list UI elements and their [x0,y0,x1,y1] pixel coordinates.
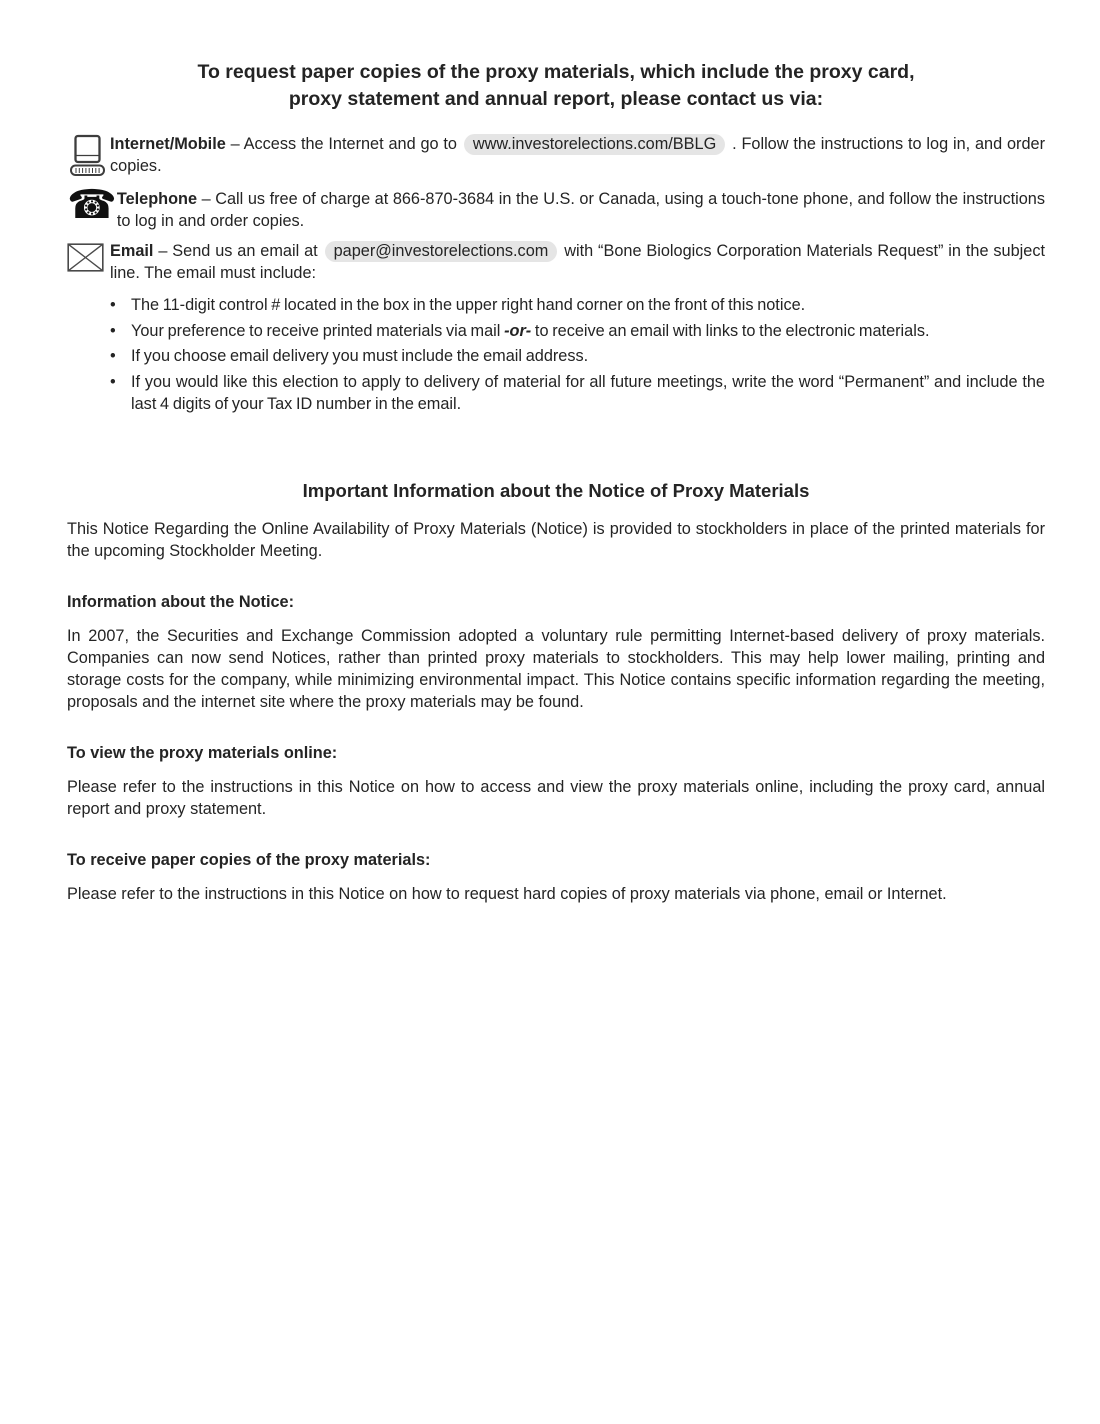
page-title-line-1: To request paper copies of the proxy materials, which include the proxy card, [197,61,915,83]
bullet-text: Your preference to receive printed materials via mail -or- to receive an email with links to the electronic materials. [131,321,930,340]
list-item [110,345,1045,367]
contact-label-email: Email [110,242,154,260]
page-title-line-2: proxy statement and annual report, please contact us via: [288,88,824,110]
subsection-heading-receive-paper: To receive paper copies of the proxy materials: [67,850,431,869]
contact-label-telephone: Telephone [116,190,198,208]
subsection-body-receive-paper: Please refer to the instructions in this Notice on how to request hard copies of proxy materials via phone, email or Internet. [67,884,947,903]
bullet-icon: • [110,347,116,365]
bullet-text: If you choose email delivery you must include the email address. [131,347,589,365]
contact-row-telephone [67,183,1045,232]
telephone-icon: ☎ [67,183,117,227]
contact-label-internet: Internet/Mobile [110,135,226,153]
bullet-text: If you would like this election to apply to delivery of material for all future meetings, write the word “Permanent” and include the last 4 digits of your Tax ID number in the email. [131,372,1045,413]
email-requirements-list [110,294,1045,415]
list-item [110,294,1045,316]
paper-request-email-link[interactable]: paper@investorelections.com [325,241,558,262]
contact-body-email-before: – Send us an email at [153,242,323,260]
contact-text-telephone [117,188,1045,232]
subsection-heading-about-notice: Information about the Notice: [67,592,295,611]
bullet-icon: • [110,372,116,391]
list-item [110,320,1045,342]
page-title [67,59,1045,113]
contact-row-internet [67,133,1045,180]
contact-text-internet [110,133,1045,177]
contact-body-internet-before: – Access the Internet and go to [225,135,462,153]
bullet-text: The 11-digit control # located in the box in the upper right hand corner on the front of this notice. [131,296,806,314]
subsection-heading-view-online: To view the proxy materials online: [67,743,338,762]
subsection-body-about-notice: In 2007, the Securities and Exchange Commission adopted a voluntary rule permitting Internet-based delivery of proxy materials. Companies can now send Notices, rather than printed proxy materials to stockholders. This may help lower mailing, printing and storage costs for the company, while minimizing environmental impact. This Notice contains specific information regarding the meeting, proposals and the internet site where the proxy materials may be found. [67,626,1045,711]
important-info-heading: Important Information about the Notice of Proxy Materials [302,479,810,501]
contact-body-telephone: – Call us free of charge at 866-870-3684 in the U.S. or Canada, using a touch-tone phone, and follow the instructions to log in and order copies. [116,190,1045,230]
envelope-icon [67,240,110,272]
contact-body-email-after: with “Bone Biologics Corporation Materials Request” in the subject line. The email must include: [110,242,1045,282]
subsection-body-view-online: Please refer to the instructions in this Notice on how to access and view the proxy materials online, including the proxy card, annual report and proxy statement. [67,777,1045,818]
notice-intro-paragraph: This Notice Regarding the Online Availability of Proxy Materials (Notice) is provided to stockholders in place of the printed materials for the upcoming Stockholder Meeting. [67,519,1045,560]
laptop-computer-icon [67,133,110,180]
contact-row-email [67,240,1045,284]
investorelections-url-link[interactable]: www.investorelections.com/BBLG [464,134,725,155]
contact-text-email [110,240,1045,284]
bullet-icon: • [110,321,116,340]
bullet-icon: • [110,296,116,314]
contact-body-internet-after: . Follow the instructions to log in, and order copies. [110,135,1045,175]
list-item [110,371,1045,415]
